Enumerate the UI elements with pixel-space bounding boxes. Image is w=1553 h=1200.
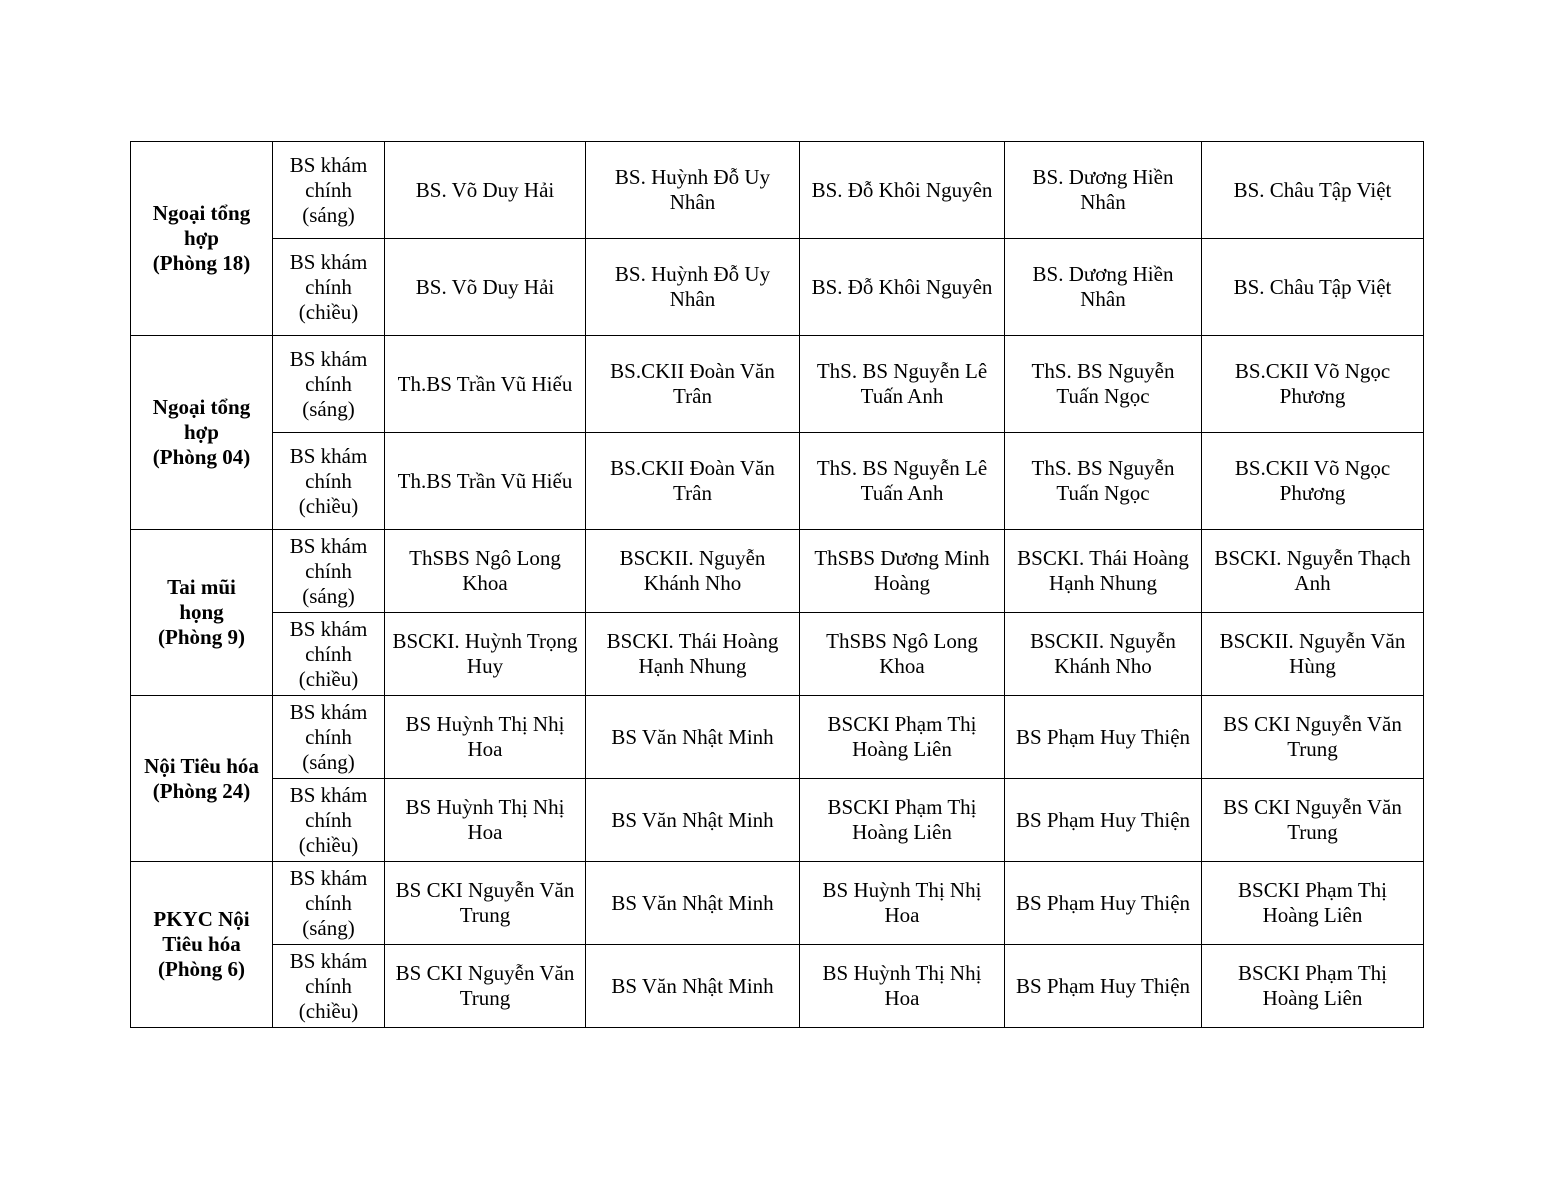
- shift-cell: [273, 862, 385, 945]
- department-line: hợp: [184, 226, 219, 250]
- department-line: PKYC Nội: [153, 907, 250, 931]
- doctor-cell: BS Văn Nhật Minh: [586, 945, 800, 1028]
- doctor-cell: BS. Đỗ Khôi Nguyên: [800, 142, 1005, 239]
- doctor-cell: BSCKI Phạm Thị Hoàng Liên: [800, 779, 1005, 862]
- shift-cell: [273, 433, 385, 530]
- department-line: Tiêu hóa: [162, 932, 241, 956]
- doctor-cell: BS. Huỳnh Đỗ Uy Nhân: [586, 142, 800, 239]
- doctor-cell: BS Huỳnh Thị Nhị Hoa: [385, 779, 586, 862]
- table-row: [131, 336, 1424, 433]
- doctor-cell: BS. Đỗ Khôi Nguyên: [800, 239, 1005, 336]
- table-row: [131, 239, 1424, 336]
- doctor-cell: BS.CKII Võ Ngọc Phương: [1202, 433, 1424, 530]
- department-line: (Phòng 04): [152, 445, 251, 469]
- department-line: hợp: [184, 420, 219, 444]
- shift-cell: [273, 779, 385, 862]
- doctor-cell: BS Phạm Huy Thiện: [1005, 696, 1202, 779]
- shift-line: BS khám: [289, 152, 368, 177]
- doctor-cell: BSCKII. Nguyễn Khánh Nho: [586, 530, 800, 613]
- doctor-cell: BS Huỳnh Thị Nhị Hoa: [385, 696, 586, 779]
- shift-cell: [273, 945, 385, 1028]
- shift-line: BS khám: [289, 782, 368, 807]
- doctor-cell: BS Phạm Huy Thiện: [1005, 862, 1202, 945]
- shift-cell: [273, 613, 385, 696]
- shift-line: chính: [305, 274, 352, 299]
- department-line: (Phòng 6): [158, 957, 245, 981]
- doctor-cell: BSCKI Phạm Thị Hoàng Liên: [1202, 945, 1424, 1028]
- shift-line: chính: [305, 371, 352, 396]
- shift-cell: [273, 336, 385, 433]
- table-row: [131, 696, 1424, 779]
- shift-cell: [273, 696, 385, 779]
- shift-line: (chiều): [298, 299, 359, 324]
- doctor-cell: BS Huỳnh Thị Nhị Hoa: [800, 862, 1005, 945]
- shift-line: BS khám: [289, 249, 368, 274]
- doctor-cell: BS Văn Nhật Minh: [586, 779, 800, 862]
- shift-cell: [273, 530, 385, 613]
- doctor-cell: BSCKI. Thái Hoàng Hạnh Nhung: [586, 613, 800, 696]
- table-row: [131, 142, 1424, 239]
- doctor-cell: BS. Huỳnh Đỗ Uy Nhân: [586, 239, 800, 336]
- table-row: [131, 945, 1424, 1028]
- department-line: Ngoại tổng: [152, 395, 251, 419]
- table-row: [131, 530, 1424, 613]
- department-cell: [131, 696, 273, 862]
- shift-line: chính: [305, 973, 352, 998]
- doctor-cell: BS CKI Nguyễn Văn Trung: [385, 862, 586, 945]
- shift-cell: [273, 142, 385, 239]
- department-line: Ngoại tổng: [152, 201, 251, 225]
- doctor-cell: BS. Dương Hiền Nhân: [1005, 239, 1202, 336]
- shift-line: chính: [305, 724, 352, 749]
- table-row: [131, 779, 1424, 862]
- doctor-cell: BSCKI. Thái Hoàng Hạnh Nhung: [1005, 530, 1202, 613]
- department-line: Nội Tiêu hóa: [144, 753, 259, 778]
- doctor-cell: BSCKII. Nguyễn Văn Hùng: [1202, 613, 1424, 696]
- department-line: (Phòng 9): [158, 625, 245, 649]
- doctor-cell: BS CKI Nguyễn Văn Trung: [1202, 779, 1424, 862]
- department-cell: [131, 142, 273, 336]
- doctor-cell: BS CKI Nguyễn Văn Trung: [385, 945, 586, 1028]
- shift-line: chính: [305, 177, 352, 202]
- doctor-cell: BS. Dương Hiền Nhân: [1005, 142, 1202, 239]
- doctor-cell: ThSBS Dương Minh Hoàng: [800, 530, 1005, 613]
- schedule-body: [131, 142, 1424, 1028]
- doctor-cell: BSCKI. Nguyễn Thạch Anh: [1202, 530, 1424, 613]
- department-cell: [131, 862, 273, 1028]
- department-line: Tai mũi: [167, 575, 236, 599]
- table-row: [131, 433, 1424, 530]
- shift-line: BS khám: [289, 443, 368, 468]
- doctor-cell: BS. Châu Tập Việt: [1202, 142, 1424, 239]
- department-line: (Phòng 18): [152, 251, 251, 275]
- shift-line: BS khám: [289, 699, 368, 724]
- shift-line: chính: [305, 890, 352, 915]
- doctor-cell: BS Văn Nhật Minh: [586, 696, 800, 779]
- doctor-cell: ThS. BS Nguyễn Tuấn Ngọc: [1005, 336, 1202, 433]
- doctor-cell: BS. Võ Duy Hải: [385, 239, 586, 336]
- shift-cell: [273, 239, 385, 336]
- shift-line: chính: [305, 468, 352, 493]
- shift-line: (chiều): [298, 998, 359, 1023]
- doctor-cell: BS. Châu Tập Việt: [1202, 239, 1424, 336]
- shift-line: (sáng): [302, 583, 355, 608]
- shift-line: (chiều): [298, 832, 359, 857]
- shift-line: BS khám: [289, 533, 368, 558]
- doctor-cell: BS.CKII Đoàn Văn Trân: [586, 433, 800, 530]
- doctor-cell: ThSBS Ngô Long Khoa: [800, 613, 1005, 696]
- department-cell: [131, 530, 273, 696]
- shift-line: (chiều): [298, 493, 359, 518]
- shift-line: (sáng): [302, 749, 355, 774]
- shift-line: (chiều): [298, 666, 359, 691]
- doctor-cell: Th.BS Trần Vũ Hiếu: [385, 433, 586, 530]
- doctor-cell: ThS. BS Nguyễn Lê Tuấn Anh: [800, 336, 1005, 433]
- shift-line: BS khám: [289, 346, 368, 371]
- doctor-cell: BSCKI. Huỳnh Trọng Huy: [385, 613, 586, 696]
- department-cell: [131, 336, 273, 530]
- department-line: họng: [179, 600, 224, 624]
- doctor-cell: Th.BS Trần Vũ Hiếu: [385, 336, 586, 433]
- doctor-cell: BSCKI Phạm Thị Hoàng Liên: [1202, 862, 1424, 945]
- shift-line: (sáng): [302, 396, 355, 421]
- doctor-cell: BSCKII. Nguyễn Khánh Nho: [1005, 613, 1202, 696]
- table-row: [131, 613, 1424, 696]
- shift-line: BS khám: [289, 948, 368, 973]
- table-row: [131, 862, 1424, 945]
- shift-line: BS khám: [289, 616, 368, 641]
- shift-line: (sáng): [302, 202, 355, 227]
- schedule-table: [130, 141, 1424, 1028]
- doctor-cell: BS.CKII Đoàn Văn Trân: [586, 336, 800, 433]
- department-line: (Phòng 24): [152, 778, 251, 803]
- doctor-cell: BS Phạm Huy Thiện: [1005, 945, 1202, 1028]
- doctor-cell: BSCKI Phạm Thị Hoàng Liên: [800, 696, 1005, 779]
- shift-line: (sáng): [302, 915, 355, 940]
- doctor-cell: BS. Võ Duy Hải: [385, 142, 586, 239]
- shift-line: chính: [305, 807, 352, 832]
- doctor-cell: ThS. BS Nguyễn Tuấn Ngọc: [1005, 433, 1202, 530]
- shift-line: chính: [305, 641, 352, 666]
- shift-line: chính: [305, 558, 352, 583]
- doctor-cell: BS Huỳnh Thị Nhị Hoa: [800, 945, 1005, 1028]
- doctor-cell: BS Phạm Huy Thiện: [1005, 779, 1202, 862]
- doctor-cell: BS Văn Nhật Minh: [586, 862, 800, 945]
- doctor-cell: ThS. BS Nguyễn Lê Tuấn Anh: [800, 433, 1005, 530]
- doctor-cell: BS.CKII Võ Ngọc Phương: [1202, 336, 1424, 433]
- shift-line: BS khám: [289, 865, 368, 890]
- doctor-cell: BS CKI Nguyễn Văn Trung: [1202, 696, 1424, 779]
- doctor-cell: ThSBS Ngô Long Khoa: [385, 530, 586, 613]
